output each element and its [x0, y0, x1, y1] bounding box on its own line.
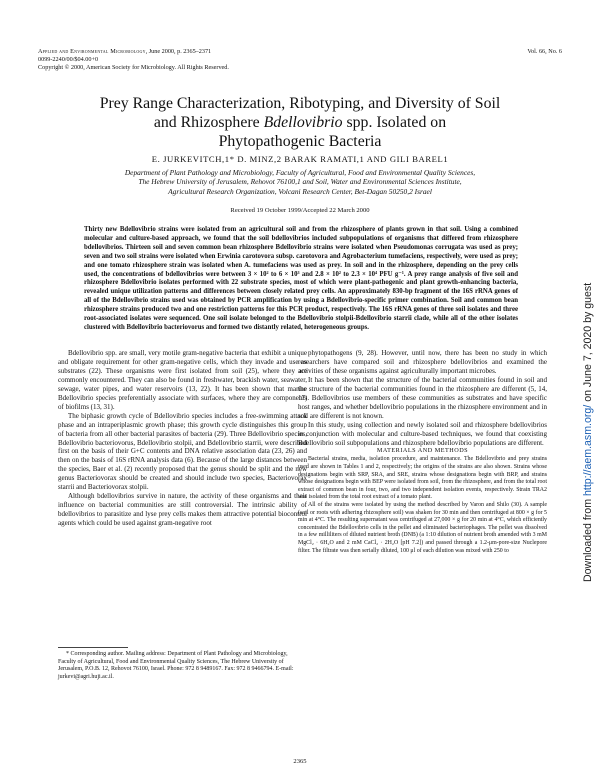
body-column-right — [298, 349, 547, 555]
watermark-prefix: Downloaded from — [582, 496, 594, 582]
paragraph: Although bdellovibrios survive in nature, the activity of these organisms and their influence on bacterial communities are still controversial. The intrinsic ability of bdellovibrios to parasitize and lyse prey cells makes them attractive potential biocontrol agents which could be used against gram-negative root — [58, 492, 307, 528]
journal-name: Applied and Environmental Microbiology — [38, 48, 146, 55]
title-line-3: Phytopathogenic Bacteria — [218, 133, 382, 150]
copyright: Copyright © 2000, American Society for Microbiology. All Rights Reserved. — [38, 63, 229, 71]
title-genus: Bdellovibrio — [263, 114, 343, 131]
article-title — [40, 94, 560, 151]
journal-header — [38, 48, 229, 71]
abstract: Thirty new Bdellovibrio strains were isolated from an agricultural soil and from the rhizosphere of plants grown in that soil. Using a combined molecular and culture-based approach, we found that the soil bdellovibrios included subpopulations of organisms that differed from rhizosphere bdellovibrios. Thirteen soil and seven common bean rhizosphere Bdellovibrio strains were isolated when Pseudomonas corrugata was used as prey; seven and two soil strains were isolated when Erwinia carotovora subsp. carotovora and Agrobacterium tumefaciens, respectively, were used as prey; and one tomato rhizosphere strain was isolated when A. tumefaciens was used as prey. In soil and in the rhizosphere, depending on the prey cells used, the concentrations of bdellovibrios were between 3 × 10² to 6 × 10³ and 2.8 × 10² to 2.3 × 10⁴ PFU g⁻¹. A prey range analysis of five soil and rhizosphere Bdellovibrio isolates performed with 22 substrate species, most of which were plant-pathogenic and plant growth-enhancing bacteria, revealed unique utilization patterns and differences between closely related prey cells. An approximately 830-bp fragment of the 16S rRNA genes of all of the Bdellovibrio strains used was obtained by PCR amplification by using a Bdellovibrio-specific primer combination. Soil and common bean rhizosphere strains produced two and one restriction patterns for this PCR product, respectively. The 16S rRNA genes of three soil isolates and three root-associated isolates were sequenced. One soil isolate belonged to the Bdellovibrio stolpii-Bdellovibrio starrii clade, while all of the other isolates clustered with Bdellovibrio bacteriovorus and formed two distantly related, heterogeneous groups. — [84, 226, 518, 331]
download-watermark — [582, 283, 594, 582]
issn: 0099-2240/00/$04.00+0 — [38, 55, 99, 63]
aem-link[interactable]: http://aem.asm.org/ — [582, 404, 594, 497]
authors: E. JURKEVITCH,1* D. MINZ,2 BARAK RAMATI,1 AND GILI BAREL1 — [151, 154, 449, 164]
section-heading: MATERIALS AND METHODS — [376, 447, 469, 455]
title-line-1: Prey Range Characterization, Ribotyping, and Diversity of Soil — [99, 95, 501, 112]
title-line-2 — [40, 113, 560, 132]
methods-section — [298, 456, 547, 555]
affiliations — [40, 168, 560, 196]
paragraph: All of the strains were isolated by using the method described by Varon and Shilo (30). A sample (soil or roots with adhering rhizosphere soil) was shaken for 30 min and then centrifuged at 800 × g for 5 min at 4°C. The resulting supernatant was centrifuged at 27,000 × g for 20 min at 4°C, which efficiently concentrated the Bdellovibrio cells in the pellet and eliminated bacteriophages. The pellet was dissolved in a few milliliters of diluted nutrient broth (DNB) (a 1:10 dilution of nutrient broth amended with 3 mM MgCl₂ · 6H₂O and 2 mM CaCl₂ · 2H₂O [pH 7.2]) and passed through a 1.2-μm-pore-size Nuclepore filter. The filtrate was then serially diluted, 100 μl of each dilution was mixed with 250 to — [298, 502, 547, 554]
paragraph: phytopathogens (9, 28). However, until now, there has been no study in which researchers have compared soil and rhizosphere bdellovibrios and examined the activities of these organisms against agriculturally important microbes. — [298, 349, 547, 375]
affiliation-line: Agricultural Research Organization, Volcani Research Center, Bet-Dagan 50250,2 Israel — [168, 186, 432, 196]
paragraph: In this study, using collection and newly isolated soil and rhizosphere bdellovibrios in conjunction with molecular and culture-based techniques, we found that coexisting Bdellovibrio soil subpopulations and rhizosphere bdellovibrio populations are different. — [298, 420, 547, 447]
issue-info: , June 2000, p. 2365–2371 — [145, 48, 212, 55]
volume-info: Vol. 66, No. 6 — [527, 48, 562, 55]
footnote-divider — [58, 647, 128, 648]
page-number: 2365 — [293, 758, 307, 765]
title-text: and Rhizosphere — [153, 114, 264, 131]
watermark-suffix: on June 7, 2020 by guest — [582, 282, 594, 405]
paragraph: It has been shown that the structure of the bacterial communities found in soil and the structure of the bacterial communities found in the rhizosphere are different (5, 14, 17). Bdellovibrios use members of these communities as substrates and have specific host ranges, and whether bdellovibrio populations in the rhizosphere environment and in soil are different is not known. — [298, 375, 547, 420]
paragraph: Bacterial strains, media, isolation procedure, and maintenance. The Bdellovibrio and prey strains used are shown in Tables 1 and 2, respectively; the origins of the strains are also shown. Strains whose designations begin with SRP, SRA, and SRE, strains whose designations begin with BRP, and strains whose designations begin with BEP were isolated from soil, from the rhizosphere, and from the total root extract of common bean in four, two, and two independent isolation events, respectively. Strain TRA2 was isolated from the total root extract of a tomato plant. — [298, 456, 547, 501]
journal-citation — [38, 48, 229, 56]
received-dates: Received 19 October 1999/Accepted 22 March 2000 — [230, 207, 370, 214]
affiliation-line: The Hebrew University of Jerusalem, Rehovot 76100,1 and Soil, Water and Environmental Sciences Institute, — [138, 177, 462, 187]
title-text: spp. Isolated on — [342, 114, 447, 131]
affiliation-line: Department of Plant Pathology and Microbiology, Faculty of Agricultural, Food and Environmental Quality Sciences, — [124, 168, 476, 177]
footnote: * Corresponding author. Mailing address: Department of Plant Pathology and Microbiology, Faculty of Agricultural, Food and Environmental Quality Sciences, The Hebrew University of Jerusalem, P.O.B. 12, Rehovot 76100, Israel. Phone: 972 8 9489167. Fax: 972 8 9466794. E-mail: jurkevi@agri.huji.ac.il. — [58, 651, 294, 680]
paragraph: The biphasic growth cycle of Bdellovibrio species includes a free-swimming attack phase and an intraperiplasmic growth phase; this growth cycle distinguishes this group of bacteria from all other bacterial parasites of bacteria (29). Three Bdellovibrio species, Bdellovibrio bacteriovorus, Bdellovibrio stolpii, and Bdellovibrio starrii, were described first on the basis of their G+C contents and DNA relative association data (23, 26) and then on the basis of 16S rRNA analysis data (6). Because of the large distances between the species, Baer et al. (2) recently proposed that the genus should be split and the new genus Bacteriovorax should be created and should include two species, Bacteriovorax starrii and Bacteriovorax stolpii. — [58, 411, 307, 492]
paragraph: Bdellovibrio spp. are small, very motile gram-negative bacteria that exhibit a unique and obligate requirement for other gram-negative cells, which they invade and use as substrates (22). These organisms were first isolated from soil (25), where they are commonly encountered. They can also be found in freshwater, brackish water, seawater, sewage, water pipes, and water reservoirs (13, 22). It has been shown that marine Bdellovibrio species preferentially associate with surfaces, where they are components of biofilms (13, 31). — [58, 349, 307, 411]
body-column-left — [58, 349, 307, 528]
